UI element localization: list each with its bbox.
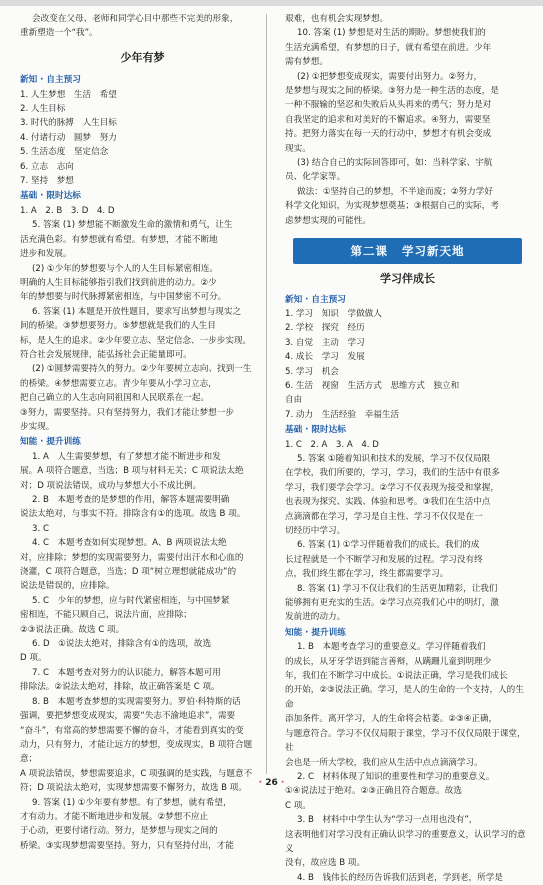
answer-line: C 项。 xyxy=(285,800,311,811)
answer-line: 步实现。 xyxy=(20,421,55,432)
answer-line: 长过程就是一个不断学习和发展的过程。学习没有终 xyxy=(285,554,483,565)
answer-line: 也表现为探究、实践、体验和思考。③我们在生活中点 xyxy=(285,497,491,508)
answer-line: 8. B 本题考查梦想的实现需要努力。罗伯·科特斯的话 xyxy=(32,696,241,707)
list-item: 2. 人生目标 xyxy=(20,104,66,115)
answer-line: 活充满色彩。有梦想就有希望。有梦想，才能不断地 xyxy=(20,234,218,245)
answer-line: D 项。 xyxy=(20,653,47,664)
page-number: · 26 · xyxy=(258,778,285,788)
answer-line: 生活充满希望，有梦想的日子，就有希望在前进。少年 xyxy=(285,42,492,53)
answer-line: 符合社会发展规律，能弘扬社会正能量即可。 xyxy=(20,349,192,360)
section-preview-heading: 新知 · 自主预习 xyxy=(285,294,346,305)
answer-line: 排除法。②说法太绝对，排除，故正确答案是 C 项。 xyxy=(20,682,220,693)
answer-line: 符；D 项说法太绝对，实现梦想需要不懈努力，故选 B 项。 xyxy=(20,783,247,794)
banner-lesson-name: 学习新天地 xyxy=(402,244,465,259)
section-improve-heading: 知能 · 提升训练 xyxy=(285,627,346,638)
answer-line: 做法：①坚持自己的梦想，不半途而废；②努力学好 xyxy=(297,186,493,197)
answer-line: 2. C 材料体现了知识的重要性和学习的重要意义。 xyxy=(297,771,495,782)
answer-line: (3) 结合自己的实际回答即可，如：当科学家、宇航 xyxy=(297,158,493,169)
answer-line: 科学文化知识，为实现梦想奠基；③根据自己的实际，考 xyxy=(285,201,499,212)
answer-line: 6. 答案 (1) 本题是开放性题目，要求写出梦想与现实之 xyxy=(32,306,242,317)
answer-line: 持。把努力落实在每一天的行动中，梦想才有机会变成 xyxy=(285,129,492,140)
answer-line: 这表明他们对学习没有正确认识学习的重要意义，认识学习的意义 xyxy=(285,829,526,854)
answer-line: ①④说法过于绝对。②③正确且符合题意。故选 xyxy=(285,786,462,797)
section-basic-heading: 基础 · 限时达标 xyxy=(20,191,81,202)
answer-line: 4. B 钱伟长的经历告诉我们活到老，学到老，所学是 xyxy=(297,872,503,883)
answer-line: 与题意符合。学习不仅仅局限于课堂，学习不仅仅局限于课堂，社 xyxy=(285,728,526,754)
answer-line: 能够拥有更充实的生活。②学习点亮我们心中的明灯，激 xyxy=(285,598,499,609)
answer-line: 3. C xyxy=(32,523,49,534)
list-item: 1. 学习 知识 学做做人 xyxy=(285,308,382,319)
answer-line: (2) ①圆梦需要持久的努力。②少年要树立志向、找到一生 xyxy=(32,364,252,375)
answer-line: 会也是一所大学校，我们应从生活中点点滴滴学习。 xyxy=(285,757,483,768)
answer-line: 在学校，我们所要的，学习，学习，我们的生活中有很多 xyxy=(285,468,500,479)
list-item: 5. 学习 机会 xyxy=(285,366,339,377)
answer-line: 学习，我们要学会学习。②学习不仅表现为接受和掌握， xyxy=(285,482,499,493)
list-item: 5. 生活态度 坚定信念 xyxy=(20,147,109,158)
lesson-title: 少年有梦 xyxy=(120,50,165,64)
list-item: 7. 动力 生活经验 幸福生活 xyxy=(285,409,400,420)
answer-line: 说法是错误的，应排除。 xyxy=(20,581,115,592)
answer-line: 点，我们终生都在学习，终生都需要学习。 xyxy=(285,569,449,580)
list-item: 1. 人生梦想 生活 希望 xyxy=(20,89,117,100)
answer-line: 明确的人生目标能够指引我们找到前进的动力。②少 xyxy=(20,277,217,288)
answer-line: 1. A 人生需要梦想，有了梦想才能不断进步和发 xyxy=(32,451,221,462)
lesson-banner xyxy=(293,238,522,264)
answer-line: 艰难，也有机会实现梦想。 xyxy=(285,14,389,24)
answer-line: 桥梁。③实现梦想需要坚持。努力，只有坚持付出，才能 xyxy=(20,840,234,851)
left-column xyxy=(20,12,265,853)
intro-line: 重新塑造一个“我”。 xyxy=(20,28,98,39)
answer-line: 浇灌，C 项符合题意，当选；D 项“树立理想就能成功”的 xyxy=(20,567,237,578)
answer-line: 9. 答案 (1) ①少年要有梦想。有了梦想，就有希望， xyxy=(32,797,232,808)
answer-line: 的开始，②③说法正确。学习，是人的生命的一个支持，人的生命 xyxy=(285,685,524,710)
answer-line: 1. B 本题考查学习的重要意义。学习伴随着我们 xyxy=(297,642,486,653)
answer-line: 需有梦想。 xyxy=(285,57,328,68)
answer-line: 间的桥梁。③梦想要努力。⑤梦想就是我们的人生目 xyxy=(20,321,216,332)
list-item: 6. 生活 视窗 生活方式 思维方式 独立和 xyxy=(285,380,460,391)
list-item: 自由 xyxy=(285,395,303,406)
answer-mc: 1. C 2. A 3. A 4. D xyxy=(285,439,379,450)
answer-line: 添加条件。离开学习，人的生命将会枯萎。②③④正确， xyxy=(285,714,498,725)
list-item: 3. 自觉 主动 学习 xyxy=(285,337,365,348)
answer-line: 5. 答案 (1) 梦想能不断激发生命的激情和勇气，让生 xyxy=(32,220,233,231)
list-item: 2. 学校 探究 经历 xyxy=(285,323,365,334)
answer-line: 虑梦想实现的可能性。 xyxy=(285,215,371,226)
list-item: 7. 坚持 梦想 xyxy=(20,176,74,187)
answer-line: 没有，故应选 B 项。 xyxy=(285,858,366,869)
answer-line: 的桥梁。④梦想需要立志。青少年要从小学习立志， xyxy=(20,378,217,389)
column-divider xyxy=(266,14,267,774)
answer-line: 3. B 材料中中学生认为“学习一点用也没有”， xyxy=(297,815,478,826)
answer-line: 现实。 xyxy=(285,143,311,154)
section-preview-heading: 新知 · 自主预习 xyxy=(20,75,81,86)
answer-line: “奋斗”，有常高的梦想需要不懈的奋斗，才能看到真实的变 xyxy=(20,725,244,736)
answer-line: 动力，只有努力，才能让远方的梦想，变成现实，B 项符合题意； xyxy=(20,739,253,765)
answer-line: 员、化学家等。 xyxy=(285,172,346,183)
answer-line: 展。A 项符合题意，当选；B 项与材料无关；C 项说法太绝 xyxy=(20,466,244,477)
answer-line: 切经历中学习。 xyxy=(285,526,346,536)
answer-line: 一种不服输的坚忍和失败后从头再来的勇气；努力是对 xyxy=(285,100,492,111)
answer-line: 把自己确立的人生志向同祖国和人民联系在一起。 xyxy=(20,393,210,404)
answer-line: 密相连，不能只顾自己，说法片面，应排除； xyxy=(20,610,192,621)
answer-line: 发前进的动力。 xyxy=(285,612,346,623)
answer-mc: 1. A 2. B 3. D 4. D xyxy=(20,205,115,216)
answer-line: 年，我们在不断学习中成长。①说法正确，学习是我们成长 xyxy=(285,671,508,682)
answer-line: 点滴滴都在学习，学习是自主性、学习不仅仅是在一 xyxy=(285,511,483,522)
answer-line: 5. 答案 ①随着知识和技术的发展，学习不仅仅局限 xyxy=(297,453,491,464)
answer-line: 的成长，从牙牙学语到能言善辩，从蹒跚儿童到明理少 xyxy=(285,656,492,667)
section-basic-heading: 基础 · 限时达标 xyxy=(285,425,346,436)
answer-line: 对，应排除；梦想的实现需要努力，需要付出汗水和心血的 xyxy=(20,552,244,563)
answer-line: 6. D ①说法太绝对，排除含有①的选项，故选 xyxy=(32,639,212,650)
answer-line: ③努力，需要坚持。只有坚持努力，我们才能让梦想一步 xyxy=(20,407,234,418)
list-item: 6. 立志 志向 xyxy=(20,161,74,172)
intro-line: 会改变在父母、老师和同学心目中那些不完美的形象， xyxy=(32,14,239,24)
answer-line: 强调，要把梦想变成现实，需要“失志不渝地追求”，需要 xyxy=(20,711,236,722)
answer-line: 对；D 项说法错误，成功与梦想大小不成比例。 xyxy=(20,480,202,491)
banner-lesson-number: 第二课 xyxy=(350,244,388,259)
answer-line: 进步和发展。 xyxy=(20,249,72,260)
answer-line: 6. 答案 (1) ①学习伴随着我们的成长。我们的成 xyxy=(297,540,480,551)
answer-line: 2. B 本题考查的是梦想的作用，解答本题需要明确 xyxy=(32,495,230,505)
answer-line: 于心动，更要付诸行动。努力，是梦想与现实之间的 xyxy=(20,826,218,837)
answer-line: 10. 答案 (1) 梦想是对生活的期盼。梦想使我们的 xyxy=(297,28,486,39)
answer-line: 标，是人生的追求。②少年要立志、坚定信念、一步步实现。 xyxy=(20,335,252,346)
subsection-title: 学习伴成长 xyxy=(380,272,435,286)
page-top-strip xyxy=(0,0,543,6)
answer-line: 年的梦想要与时代脉搏紧密相连，与中国梦密不可分。 xyxy=(20,292,227,303)
answer-line: 5. C 少年的梦想，应与时代紧密相连，与中国梦紧 xyxy=(32,595,230,606)
answer-line: 自我坚定的追求和对美好的不懈追求。④努力，需要坚 xyxy=(285,114,491,125)
list-item: 3. 时代的脉搏 人生目标 xyxy=(20,118,117,129)
answer-line: 说法太绝对，与事实不符。排除含有①的选项。故选 B 项。 xyxy=(20,509,246,520)
list-item: 4. 付诸行动 圆梦 努力 xyxy=(20,132,117,143)
list-item: 4. 成长 学习 发展 xyxy=(285,352,365,363)
answer-line: (2) ①少年的梦想要与个人的人生目标紧密相连。 xyxy=(32,263,218,274)
answer-line: 4. C 本题考查如何实现梦想。A、B 两项说法太绝 xyxy=(32,538,227,549)
answer-line: 7. C 本题考查对努力的认识能力，解答本题可用 xyxy=(32,667,221,678)
answer-line: A 项说法错误，梦想需要追求，C 项强调的是实践，与题意不 xyxy=(20,768,253,779)
answer-line: 才有动力。才能不断地进步和发展。②梦想不应止 xyxy=(20,811,209,822)
right-column xyxy=(285,12,530,885)
answer-line: 是梦想与现实之间的桥梁。③努力是一种生活的态度，是 xyxy=(285,86,499,97)
answer-line: (2) ①把梦想变成现实，需要付出努力。②努力， xyxy=(297,71,483,82)
answer-line: ②③说法正确。故选 C 项。 xyxy=(20,624,125,635)
section-improve-heading: 知能 · 提升训练 xyxy=(20,437,81,448)
answer-line: 8. 答案 (1) 学习不仅让我们的生活更加精彩，让我们 xyxy=(297,583,498,594)
